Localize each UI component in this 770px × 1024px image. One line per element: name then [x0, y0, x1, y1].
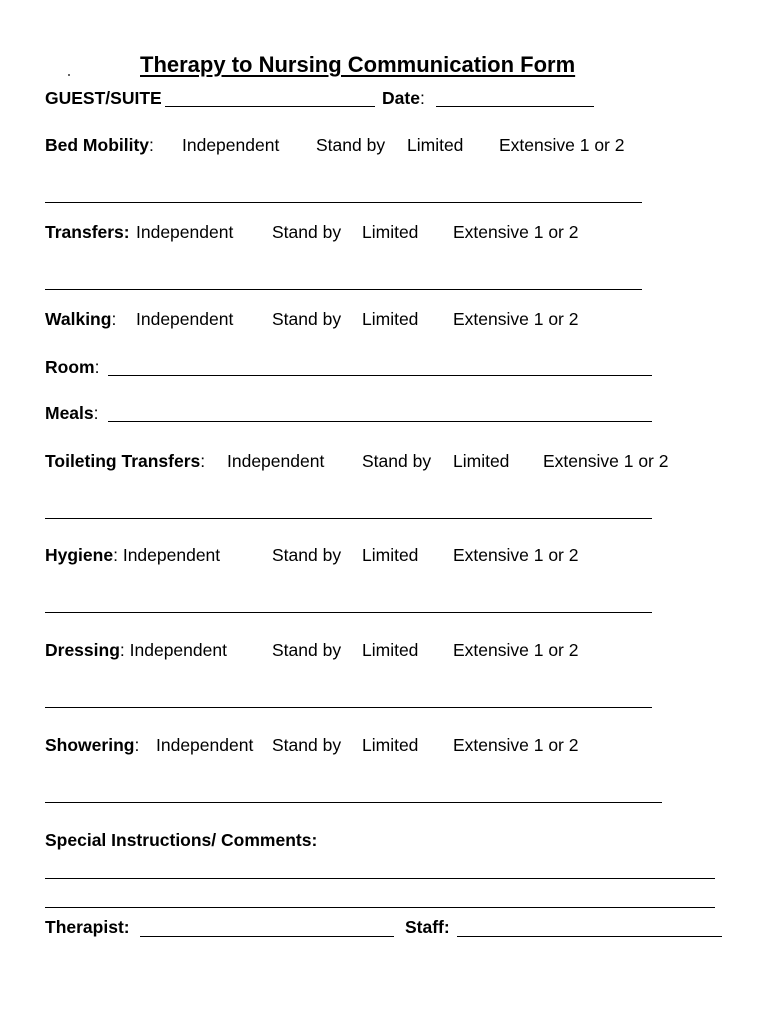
transfers-extensive[interactable]: Extensive 1 or 2	[453, 222, 579, 242]
showering-extensive[interactable]: Extensive 1 or 2	[453, 735, 579, 755]
showering-stand-by[interactable]: Stand by	[272, 735, 342, 755]
guest-suite-label: GUEST/SUITE	[45, 88, 162, 108]
showering-row: Showering:	[45, 735, 140, 755]
therapist-field[interactable]	[140, 936, 394, 937]
meals-row: Meals:	[45, 403, 99, 423]
date-field[interactable]	[436, 106, 594, 107]
walking-limited[interactable]: Limited	[362, 309, 419, 329]
toileting-independent[interactable]: Independent	[227, 451, 325, 471]
dressing-notes-line[interactable]	[45, 707, 652, 708]
guest-suite-field[interactable]	[165, 106, 375, 107]
walking-extensive[interactable]: Extensive 1 or 2	[453, 309, 579, 329]
transfers-notes-line[interactable]	[45, 289, 642, 290]
toileting-notes-line[interactable]	[45, 518, 652, 519]
room-row: Room:	[45, 357, 100, 377]
dressing-extensive[interactable]: Extensive 1 or 2	[453, 640, 579, 660]
date-label: Date:	[382, 88, 425, 108]
bed-mobility-limited[interactable]: Limited	[407, 135, 464, 155]
transfers-stand-by[interactable]: Stand by	[272, 222, 342, 242]
toileting-limited[interactable]: Limited	[453, 451, 510, 471]
walking-stand-by[interactable]: Stand by	[272, 309, 342, 329]
comments-line-2[interactable]	[45, 907, 715, 908]
hygiene-notes-line[interactable]	[45, 612, 652, 613]
bed-mobility-notes-line[interactable]	[45, 202, 642, 203]
walking-row: Walking:	[45, 309, 117, 329]
bed-mobility-independent[interactable]: Independent	[182, 135, 280, 155]
toileting-row: Toileting Transfers:	[45, 451, 206, 471]
toileting-stand-by[interactable]: Stand by	[362, 451, 432, 471]
therapist-label: Therapist:	[45, 917, 130, 937]
toileting-extensive[interactable]: Extensive 1 or 2	[543, 451, 669, 471]
meals-field[interactable]	[108, 421, 652, 422]
dressing-row: Dressing: Independent	[45, 640, 227, 660]
form-title: Therapy to Nursing Communication Form	[140, 52, 576, 77]
hygiene-stand-by[interactable]: Stand by	[272, 545, 342, 565]
special-instructions-label: Special Instructions/ Comments:	[45, 830, 318, 850]
bed-mobility-row: Bed Mobility:	[45, 135, 154, 155]
comments-line-1[interactable]	[45, 878, 715, 879]
bed-mobility-extensive[interactable]: Extensive 1 or 2	[499, 135, 625, 155]
staff-label: Staff:	[405, 917, 450, 937]
hygiene-limited[interactable]: Limited	[362, 545, 419, 565]
bed-mobility-stand-by[interactable]: Stand by	[316, 135, 386, 155]
dressing-limited[interactable]: Limited	[362, 640, 419, 660]
showering-notes-line[interactable]	[45, 802, 662, 803]
dressing-stand-by[interactable]: Stand by	[272, 640, 342, 660]
transfers-independent[interactable]: Independent	[136, 222, 234, 242]
room-field[interactable]	[108, 375, 652, 376]
showering-independent[interactable]: Independent	[156, 735, 254, 755]
transfers-limited[interactable]: Limited	[362, 222, 419, 242]
stray-mark	[68, 74, 70, 76]
showering-limited[interactable]: Limited	[362, 735, 419, 755]
hygiene-row: Hygiene: Independent	[45, 545, 221, 565]
staff-field[interactable]	[457, 936, 722, 937]
hygiene-extensive[interactable]: Extensive 1 or 2	[453, 545, 579, 565]
transfers-label: Transfers:	[45, 222, 130, 242]
walking-independent[interactable]: Independent	[136, 309, 234, 329]
